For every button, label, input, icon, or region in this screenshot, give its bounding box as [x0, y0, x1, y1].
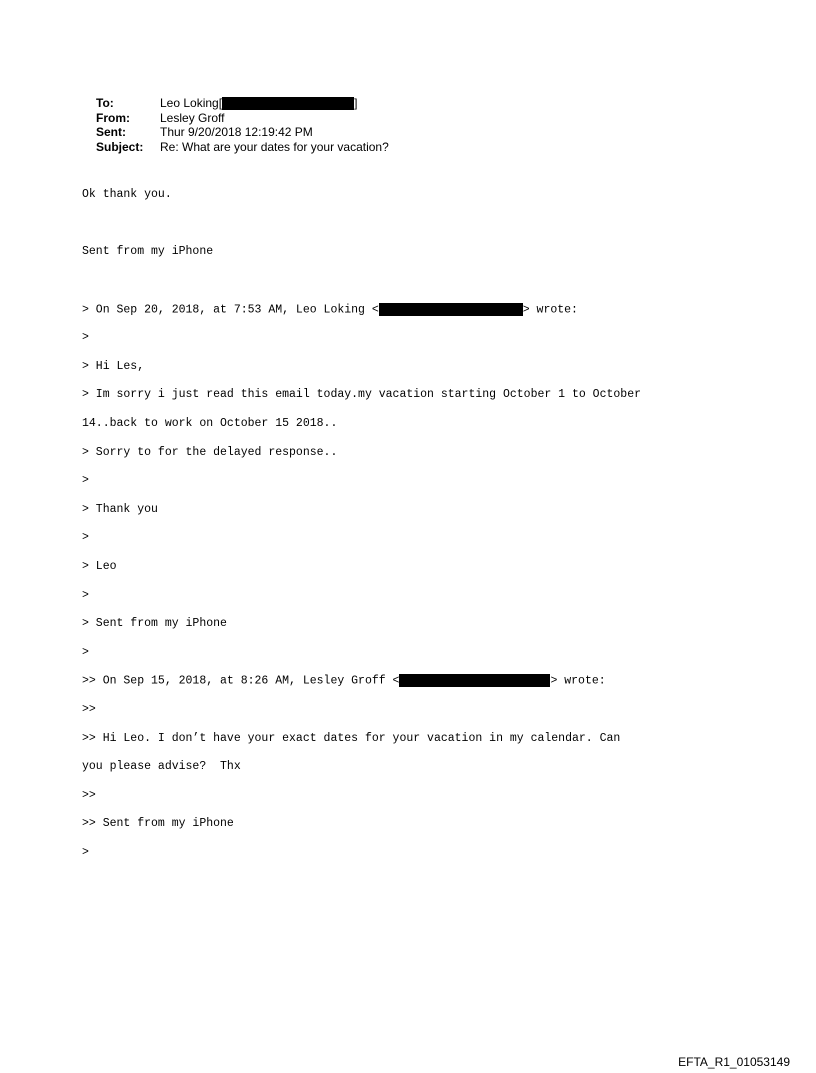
quoted-line: > Leo	[82, 560, 117, 574]
quoted-attribution-prefix: > On Sep 20, 2018, at 7:53 AM, Leo Loking <	[82, 303, 379, 317]
quoted-attribution	[82, 674, 641, 688]
subject-label: Subject:	[96, 139, 144, 154]
document-id: EFTA_R1_01053149	[678, 1055, 790, 1069]
email-body	[82, 174, 641, 875]
quoted-line: 14..back to work on October 15 2018..	[82, 417, 338, 431]
to-bracket: ]	[354, 96, 358, 110]
quoted-line: you please advise? Thx	[82, 760, 241, 774]
subject-row	[96, 140, 389, 155]
quoted-line: > Sorry to for the delayed response..	[82, 445, 338, 459]
quoted-line: > Sent from my iPhone	[82, 617, 227, 631]
sent-value: Thur 9/20/2018 12:19:42 PM	[160, 125, 313, 139]
from-label: From:	[96, 110, 130, 125]
body-line: Sent from my iPhone	[82, 245, 214, 259]
quoted-line: >	[82, 845, 89, 859]
quoted-attribution-suffix: > wrote:	[522, 303, 578, 317]
quoted-line: >	[82, 331, 89, 345]
quoted-line: > Hi Les,	[82, 359, 145, 373]
quoted-line: >	[82, 645, 89, 659]
redaction-box	[222, 97, 354, 110]
from-row	[96, 111, 389, 126]
quoted-line: >>	[82, 702, 96, 716]
quoted-line: >	[82, 588, 89, 602]
body-line: Ok thank you.	[82, 188, 172, 202]
to-value	[160, 96, 357, 111]
sent-row	[96, 125, 389, 140]
quoted-attribution	[82, 303, 641, 317]
quoted-line: >> Sent from my iPhone	[82, 817, 234, 831]
subject-value: Re: What are your dates for your vacation?	[160, 139, 389, 154]
quoted-line: >> Hi Leo. I don’t have your exact dates for your vacation in my calendar. Can	[82, 731, 621, 745]
blank-line	[82, 274, 641, 288]
sent-label: Sent:	[96, 125, 126, 139]
to-name: Leo Loking[	[160, 96, 223, 110]
quoted-line: > Thank you	[82, 502, 158, 516]
quoted-attribution-prefix: >> On Sep 15, 2018, at 8:26 AM, Lesley Groff <	[82, 674, 400, 688]
from-value: Lesley Groff	[160, 110, 225, 125]
quoted-attribution-suffix: > wrote:	[550, 674, 606, 688]
quoted-line: > Im sorry i just read this email today.my vacation starting October 1 to October	[82, 388, 641, 402]
quoted-line: >>	[82, 788, 96, 802]
redaction-box	[379, 303, 523, 316]
blank-line	[82, 217, 641, 231]
quoted-line: >	[82, 474, 89, 488]
email-header	[96, 96, 389, 154]
to-label: To:	[96, 96, 114, 110]
quoted-line: >	[82, 531, 89, 545]
to-row	[96, 96, 389, 111]
redaction-box	[399, 674, 550, 687]
